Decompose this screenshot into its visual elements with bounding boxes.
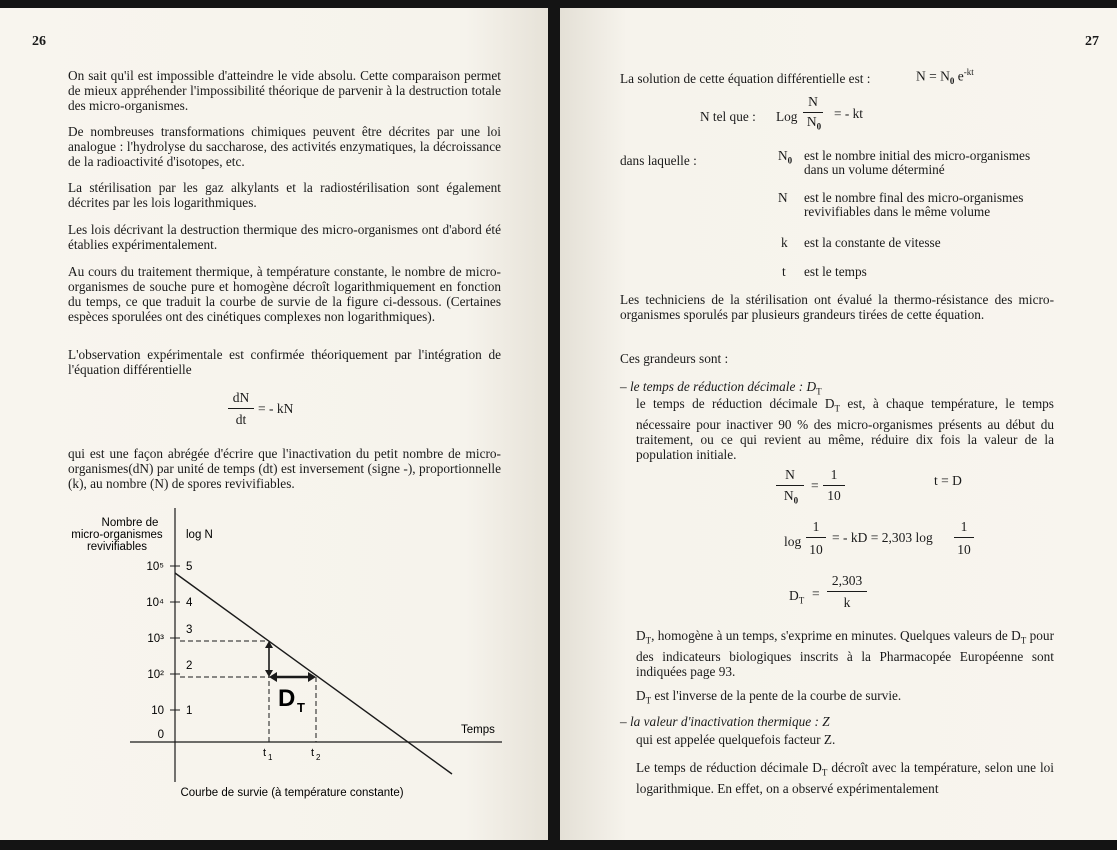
t1-label: t — [263, 747, 267, 759]
decade-arrow-head-up — [265, 641, 273, 648]
tick-label-10-3: 10³ — [147, 633, 164, 645]
log-eq-numerator: N — [808, 94, 818, 109]
log-tick-1: 1 — [186, 705, 193, 717]
dt-equation-bar — [827, 591, 867, 592]
dt-equation-equals: = — [812, 586, 820, 601]
log-1: log — [784, 534, 802, 549]
paragraph-vide: On sait qu'il est impossible d'atteindre le vide absolu. Cette comparaison permet de mieux appréhender l'impossibilité théorique de parvenir à la destruction totale des micro-organismes. — [68, 68, 501, 113]
log-tick-2: 2 — [186, 660, 193, 672]
t2-subscript: 2 — [316, 753, 321, 762]
paragraph-sterilisation-gaz: La stérilisation par les gaz alkylants et la radiostérilisation sont également décrites par les lois logarithmiques. — [68, 180, 501, 210]
definition-k: k est la constante de vitesse — [781, 235, 941, 250]
paragraph-dt-minutes: $D_T$, homogène à un temps, s'exprime en minutes. Quelques valeurs de $D_T$ pour des indicateurs biologiques inscrits à la Pharmacopée Européenne sont indiquées page 93. — [636, 628, 1054, 679]
ratio-right-denominator: 10 — [827, 488, 841, 503]
survival-curve-figure — [60, 502, 520, 812]
ratio-right-bar — [823, 485, 845, 486]
ratio-bar — [776, 485, 804, 486]
equation-numerator: dN — [232, 390, 250, 405]
dt-equation-denominator: k — [843, 595, 851, 610]
paragraph-transformations: De nombreuses transformations chimiques peuvent être décrites par une loi analogue : l'hydrolyse du saccharose, des activités enzymatiques, la décroissance de la radioactivité d'isotopes, etc. — [68, 124, 501, 169]
dt-arrow-head-right — [308, 672, 316, 682]
equation-rhs: = - kN — [258, 401, 294, 416]
condition-t-equals-d: t = D — [934, 473, 962, 488]
ratio-numerator: N — [785, 467, 795, 482]
paragraph-ces-grandeurs: Ces grandeurs sont : — [620, 351, 729, 366]
dt-equation-numerator: 2,303 — [831, 573, 863, 588]
item-reduction-decimale-text: le temps de réduction décimale $D_T$ est, à chaque température, le temps nécessaire pour inactiver 90 % des micro-organismes présents au début du traitement, ou ce qui revient au même, réduire dix fois la valeur de la population initiale. — [636, 396, 1054, 462]
ratio-equals: = — [811, 478, 819, 493]
dt-label: D — [278, 685, 296, 712]
item-inactivation-thermique-title: – la valeur d'inactivation thermique : Z — [620, 714, 830, 729]
page-number-left: 26 — [32, 34, 46, 49]
tick-label-10-5: 10⁵ — [146, 561, 164, 573]
log-eq-fraction-bar — [803, 112, 823, 113]
log-tick-3: 3 — [186, 624, 193, 636]
dans-laquelle-label: dans laquelle : — [620, 153, 697, 168]
log-2-numerator: 1 — [960, 519, 968, 534]
left-page — [0, 8, 548, 840]
log-middle: = - kD = 2,303 log — [832, 530, 933, 545]
right-page: 27 La solution de cette équation différentielle est : $N = N_0$ $e^{-kt}$ N tel que : Log N $N_0$ = - kt dans laquelle : $N_0$ est le nombre initial des micro-organismes dans un volume déterminé N est le nombre final des micro-organismes revivifiables dans le même volume k est la constante de vitesse t est le temps Les techniciens de la stérilisation ont évalué la thermo-résistance des micro-organismes sporulés par plusieurs grandeurs tirées de cette équation. Ces grandeurs sont : – le temps de réduction décimale : $D_T$ le temps de réduction décimale $D_T$ est, à chaque température, le temps nécessaire pour inactiver 90 % des micro-organismes présents au début du traitement, ou ce qui revient au même, réduire dix fois la valeur de la population initiale. N $N_0$ = 1 10 t = D log 1 10 = - kD = 2,303 log 1 10 $D_T$ = 2,303 k $D_T$, homogène à un temps, s'exprime en minutes. Quelques valeurs de $D_T$ pour des indicateurs biologiques inscrits à la Pharmacopée Européenne sont indiquées page 93. $D_T$ est l'inverse de la pente de la courbe de survie. – la valeur d'inactivation thermique : Z qui est appelée quelquefois facteur Z. Le temps de réduction décimale $D_T$ décroît avec la température, selon une loi logarithmique. En effet, on a observé expérimentalement — [560, 8, 1117, 840]
y-axis-title-line3: revivifiables — [86, 541, 148, 553]
log-1-numerator: 1 — [812, 519, 820, 534]
paragraph-inactivation: qui est une façon abrégée d'écrire que l'inactivation du petit nombre de micro-organismes(dN) par unité de temps (dt) est inversement (signe -), proportionnelle (k), au nombre (N) de spores revivifiables. — [68, 446, 501, 491]
t1-subscript: 1 — [268, 753, 273, 762]
y-axis-title-line2: micro-organismes — [71, 529, 163, 541]
figure-caption: Courbe de survie (à température constante) — [180, 787, 404, 799]
dt-label-subscript: T — [297, 700, 305, 715]
paragraph-traitement-thermique: Au cours du traitement thermique, à température constante, le nombre de micro-organismes de souche pure et homogène décroît logarithmiquement en fonction du temps, ce que traduit la courbe de survie de la figure ci-dessous. (Certaines espèces sporulées ont des cinétiques complexes non logarithmiques). — [68, 264, 501, 324]
log-eq-rhs: = - kt — [834, 106, 863, 121]
equation-denominator: dt — [235, 412, 247, 427]
log-tick-4: 4 — [186, 597, 193, 609]
log-1-bar — [806, 537, 826, 538]
tick-label-0: 0 — [157, 729, 164, 741]
log-2-bar — [954, 537, 974, 538]
tel-que-label: N tel que : — [700, 109, 756, 124]
y-axis-title-line1: Nombre de — [101, 517, 159, 529]
tick-label-10-2: 10² — [147, 669, 164, 681]
t2-label: t — [311, 747, 315, 759]
ratio-denominator: $N_0$ — [783, 488, 799, 506]
paragraph-observation: L'observation expérimentale est confirmée théoriquement par l'intégration de l'équation différentielle — [68, 347, 501, 377]
solution-text: La solution de cette équation différentielle est : — [620, 71, 871, 86]
survival-line — [175, 573, 452, 774]
solution-equation: $N = N_0$ $e^{-kt}$ — [916, 67, 974, 87]
log-eq-denominator: $N_0$ — [806, 114, 822, 132]
paragraph-techniciens: Les techniciens de la stérilisation ont évalué la thermo-résistance des micro-organismes sporulés par plusieurs grandeurs tirées de cette équation. — [620, 292, 1054, 322]
log-tick-5: 5 — [186, 561, 193, 573]
x-axis-title: Temps — [461, 724, 495, 736]
log-1-denominator: 10 — [809, 542, 823, 557]
paragraph-lois-destruction: Les lois décrivant la destruction thermique des micro-organismes ont d'abord été établies expérimentalement. — [68, 222, 501, 252]
y2-axis-title: log N — [186, 529, 213, 541]
tick-label-10: 10 — [151, 705, 164, 717]
equation-fraction-bar — [228, 408, 254, 409]
log-label: Log — [776, 109, 798, 124]
paragraph-temps-reduction: Le temps de réduction décimale $D_T$ décroît avec la température, selon une loi logarithmique. En effet, on a observé expérimentalement — [636, 760, 1054, 796]
page-number-right: 27 — [1085, 34, 1099, 49]
item-reduction-decimale-title: – le temps de réduction décimale : $D_T$ — [620, 379, 822, 397]
paragraph-dt-inverse: $D_T$ est l'inverse de la pente de la courbe de survie. — [636, 688, 902, 706]
dt-equation-lhs: $D_T$ — [789, 588, 805, 606]
item-inactivation-thermique-text: qui est appelée quelquefois facteur Z. — [636, 732, 836, 747]
tick-label-10-4: 10⁴ — [146, 597, 164, 609]
definition-t: t est le temps — [782, 264, 867, 279]
ratio-right-numerator: 1 — [830, 467, 838, 482]
log-2-denominator: 10 — [957, 542, 971, 557]
